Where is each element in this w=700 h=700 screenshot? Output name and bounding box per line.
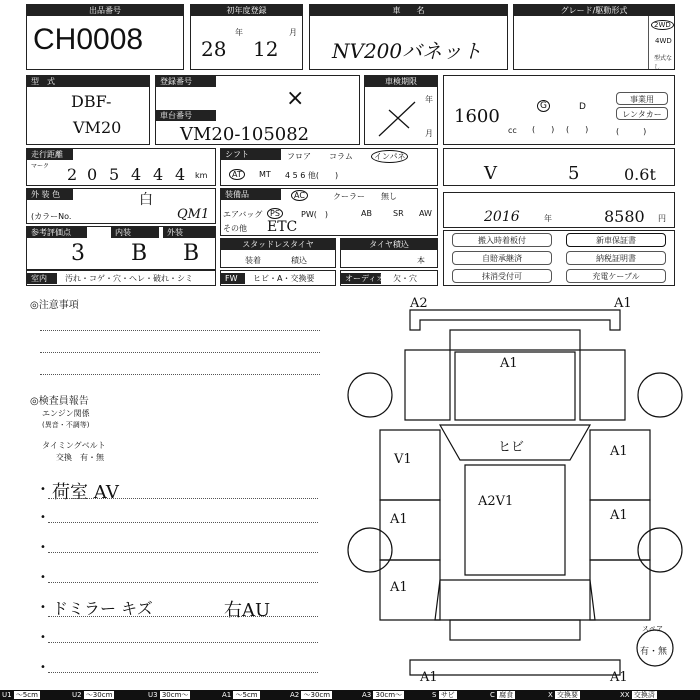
scores-box bbox=[26, 226, 216, 270]
report-line bbox=[48, 498, 318, 499]
color-label: 外 装 色 bbox=[27, 189, 73, 200]
wheel-right-front bbox=[638, 373, 682, 417]
inspection-month-unit: 月 bbox=[425, 129, 433, 138]
fuel-paren-1: ( ) bbox=[532, 125, 555, 134]
right-rear-quarter bbox=[590, 560, 650, 620]
first-registration-month: 12 bbox=[253, 37, 279, 61]
shift-floor: フロア bbox=[287, 152, 311, 161]
report-bullet: • bbox=[40, 484, 46, 495]
body-box bbox=[443, 148, 675, 186]
equip-none: 無し bbox=[381, 192, 397, 201]
overall-score: 3 bbox=[71, 241, 85, 266]
mileage-digit: 4 bbox=[175, 165, 186, 184]
equip-sr: SR bbox=[393, 209, 404, 218]
car-name-value: NV200バネット bbox=[332, 39, 483, 63]
equip-aw: AW bbox=[419, 209, 432, 218]
mileage-label: 走行距離 bbox=[27, 149, 73, 160]
grade-box bbox=[513, 4, 675, 70]
inspection-label: 車検期限 bbox=[365, 76, 437, 87]
interior-score: B bbox=[131, 241, 148, 266]
left-rear-door bbox=[380, 500, 440, 560]
front-bumper bbox=[410, 310, 620, 330]
doors-value: 5 bbox=[568, 163, 580, 184]
damage-mark: A1 bbox=[390, 512, 408, 527]
engine-sub: (異音・不調等) bbox=[42, 421, 90, 429]
report-line bbox=[48, 552, 318, 553]
audio-label: オーディオ bbox=[341, 273, 381, 284]
car-name-box bbox=[309, 4, 508, 70]
legend-item: XX 交換済 bbox=[620, 691, 655, 699]
report-line-5: ドミラー キズ bbox=[52, 599, 153, 618]
shift-at: AT bbox=[229, 169, 245, 180]
mileage-digit: 2 bbox=[67, 165, 78, 184]
body-shape-value: V bbox=[484, 163, 497, 184]
report-bullet: • bbox=[40, 572, 46, 583]
max-load-label: 最大積載量 bbox=[614, 150, 654, 159]
doc-charge-cable: 充電ケーブル bbox=[566, 269, 666, 283]
fuel-paren-2: ( ) bbox=[566, 125, 589, 134]
equip-ab: AB bbox=[361, 209, 372, 218]
interior-score-label: 内装 bbox=[111, 227, 159, 238]
drive-2wd: 2WD bbox=[651, 20, 674, 30]
equip-other-value: ETC bbox=[267, 219, 298, 235]
legend-item: U1 ～5cm bbox=[2, 691, 38, 699]
remarks-line bbox=[40, 330, 320, 331]
damage-mark: A1 bbox=[610, 508, 628, 523]
fw-options: ヒビ・A・交換要 bbox=[253, 274, 315, 283]
damage-mark: A1 bbox=[610, 670, 628, 685]
mileage-digit: 0 bbox=[87, 165, 98, 184]
report-line bbox=[48, 642, 318, 643]
rear-bar bbox=[410, 660, 620, 675]
drive-other: 型式なし bbox=[654, 55, 673, 71]
tire-label: タイヤ積込 bbox=[341, 239, 437, 250]
equip-cooler: クーラー bbox=[333, 192, 365, 201]
damage-mark: A1 bbox=[420, 670, 438, 685]
damage-mark: A1 bbox=[614, 296, 632, 311]
studless-mounted: 装着 bbox=[245, 256, 261, 265]
mileage-digit: 5 bbox=[109, 165, 120, 184]
timing-belt-options: 交換 有・無 bbox=[56, 453, 104, 462]
seatbelt-box bbox=[443, 192, 675, 228]
history-other: ( ) bbox=[616, 127, 647, 136]
recycle-value: 8580 bbox=[604, 207, 645, 226]
room-label: 室内 bbox=[27, 273, 57, 284]
room-options: 汚れ・コゲ・穴・ヘレ・破れ・シミ bbox=[65, 274, 193, 283]
first-registration-label: 初年度登録 bbox=[191, 5, 302, 16]
grade-divider bbox=[648, 16, 649, 69]
wheel-left-front bbox=[348, 373, 392, 417]
displacement-unit: cc bbox=[508, 126, 517, 135]
exterior-score: B bbox=[183, 241, 200, 266]
model-value-line2: VM20 bbox=[73, 118, 122, 137]
timing-belt-label: タイミングベルト bbox=[42, 441, 106, 450]
documents-box bbox=[443, 230, 675, 286]
roof-outline bbox=[450, 330, 580, 350]
legend-item: U2 ～30cm bbox=[72, 691, 113, 699]
studless-label: スタッドレスタイヤ bbox=[221, 239, 335, 250]
recycle-label: リサイクル預託金 bbox=[584, 194, 647, 203]
left-side-outline bbox=[405, 350, 450, 420]
first-registration-month-unit: 月 bbox=[289, 28, 297, 37]
legend-item: C 腐食 bbox=[490, 691, 514, 699]
inspector-title: ◎検査員報告 bbox=[30, 396, 89, 407]
doc-tax: 納税証明書 bbox=[566, 251, 666, 265]
meter-label: マーク bbox=[31, 163, 50, 170]
right-side-outline bbox=[580, 350, 625, 420]
right-front-door bbox=[590, 430, 650, 500]
report-line-5b: 右AU bbox=[224, 600, 271, 621]
audio-options: 欠・穴 bbox=[393, 274, 417, 283]
registration-no-label: 登録番号 bbox=[156, 76, 216, 87]
remarks-line bbox=[40, 352, 320, 353]
damage-mark: ヒビ bbox=[498, 440, 525, 455]
report-bullet: • bbox=[40, 602, 46, 613]
studless-loaded: 積込 bbox=[291, 256, 307, 265]
fw-box bbox=[220, 270, 336, 286]
report-line bbox=[48, 522, 318, 523]
model-value-line1: DBF- bbox=[71, 92, 112, 111]
chassis-no-label: 車台番号 bbox=[156, 110, 216, 121]
report-bullet: • bbox=[40, 512, 46, 523]
engine-label: エンジン関係 bbox=[42, 409, 90, 418]
remarks-line bbox=[40, 374, 320, 375]
damage-mark: V1 bbox=[394, 452, 412, 467]
doc-plate: 搬入時着板付 bbox=[452, 233, 552, 247]
history-business: 事業用 bbox=[616, 92, 668, 105]
doc-new-car-warranty: 新車保証書 bbox=[566, 233, 666, 247]
equipment-box bbox=[220, 188, 438, 236]
report-line bbox=[48, 616, 318, 617]
shift-mt: MT bbox=[259, 170, 271, 179]
tire-unit: 本 bbox=[417, 256, 425, 265]
report-line-1: 荷室 AV bbox=[52, 482, 119, 503]
report-line bbox=[48, 582, 318, 583]
report-bullet: • bbox=[40, 632, 46, 643]
seatbelt-unit: 年 bbox=[544, 214, 552, 223]
history-rental: レンタカー bbox=[616, 107, 668, 120]
damage-mark: A1 bbox=[390, 580, 408, 595]
doors-label: ドア数 bbox=[554, 150, 578, 159]
report-line bbox=[48, 672, 318, 673]
mileage-digit: 4 bbox=[131, 165, 142, 184]
inspection-cross-mark bbox=[375, 96, 419, 140]
legend-item: A2 ～30cm bbox=[290, 691, 331, 699]
mileage-digit: 4 bbox=[153, 165, 164, 184]
doc-deregistration: 抹消受付可 bbox=[452, 269, 552, 283]
damage-mark: A2V1 bbox=[478, 494, 514, 509]
remarks-title: ◎注意事項 bbox=[30, 300, 79, 311]
specs-box bbox=[443, 75, 675, 145]
inspection-year-unit: 年 bbox=[425, 95, 433, 104]
fuel-d: D bbox=[579, 102, 586, 112]
history-label: 車 歴 bbox=[614, 77, 646, 86]
wheel-right-rear bbox=[638, 528, 682, 572]
equip-pw: PW( ) bbox=[301, 210, 328, 219]
audio-box bbox=[340, 270, 438, 286]
lot-number-box bbox=[26, 4, 184, 70]
equip-airbag: エアバッグ bbox=[223, 210, 263, 219]
model-label: 型 式 bbox=[27, 76, 149, 87]
rear-bumper bbox=[450, 620, 580, 640]
color-value: 白 bbox=[139, 192, 153, 208]
equipment-label: 装備品 bbox=[221, 189, 281, 200]
fw-label: FW bbox=[221, 273, 245, 284]
spare-value: 有・無 bbox=[640, 647, 668, 657]
fuel-label: 燃 料 bbox=[544, 77, 576, 86]
report-bullet: • bbox=[40, 542, 46, 553]
damage-mark: A2 bbox=[410, 296, 428, 311]
color-code-label: (カラーNo. bbox=[31, 212, 72, 221]
doc-liability: 自賠承継済 bbox=[452, 251, 552, 265]
model-box bbox=[26, 75, 150, 145]
displacement-value: 1600 bbox=[454, 106, 500, 127]
legend-item: S サビ bbox=[432, 691, 455, 699]
fuel-g: G bbox=[537, 100, 550, 112]
mileage-unit: km bbox=[195, 171, 208, 180]
displacement-label: 排 気 量 bbox=[464, 77, 504, 86]
seatbelt-value: 2016 bbox=[484, 209, 520, 225]
color-box bbox=[26, 188, 216, 224]
lot-number-label: 出品番号 bbox=[27, 5, 183, 16]
chassis-no-value: VM20-105082 bbox=[180, 124, 310, 145]
overall-score-label: 参考評価点 bbox=[27, 227, 87, 238]
registration-no-value: × bbox=[286, 86, 305, 111]
inspection-box bbox=[364, 75, 438, 145]
damage-mark: A1 bbox=[610, 444, 628, 459]
studless-box bbox=[220, 238, 336, 268]
drive-4wd: 4WD bbox=[655, 37, 672, 45]
left-rear-quarter bbox=[380, 560, 440, 620]
grade-label: グレード/駆動形式 bbox=[514, 5, 674, 16]
room-box bbox=[26, 270, 216, 286]
shift-label: シフト bbox=[221, 149, 281, 160]
recycle-unit: 円 bbox=[658, 214, 666, 223]
equip-ac: AC bbox=[291, 190, 308, 201]
shift-box bbox=[220, 148, 438, 186]
seatbelt-label: シートベルト年 bbox=[474, 194, 530, 203]
registration-box bbox=[155, 75, 360, 145]
report-bullet: • bbox=[40, 662, 46, 673]
exterior-score-label: 外装 bbox=[163, 227, 215, 238]
legend-item: A1 ～5cm bbox=[222, 691, 258, 699]
shift-inpane: インパネ bbox=[371, 150, 408, 163]
damage-mark: A1 bbox=[500, 356, 518, 371]
rear-window bbox=[435, 580, 595, 620]
first-registration-year-unit: 年 bbox=[235, 28, 243, 37]
legend-item: U3 30cm～ bbox=[148, 691, 189, 699]
wheel-left-rear bbox=[348, 528, 392, 572]
mileage-box bbox=[26, 148, 216, 186]
body-shape-label: ボディ形状 bbox=[464, 150, 504, 159]
lot-number-value: CH0008 bbox=[33, 23, 144, 56]
first-registration-year: 28 bbox=[201, 37, 227, 61]
equip-ps: PS bbox=[267, 208, 283, 219]
first-registration-box bbox=[190, 4, 303, 70]
max-load-value: 0.6t bbox=[624, 165, 656, 184]
legend-item: A3 30cm～ bbox=[362, 691, 403, 699]
spare-label: スペア bbox=[642, 625, 663, 633]
shift-column: コラム bbox=[329, 152, 353, 161]
equip-other-label: その他 bbox=[223, 224, 247, 233]
tire-box bbox=[340, 238, 438, 268]
shift-nums: 4 5 6 他( ) bbox=[285, 171, 339, 180]
legend-item: X 交換要 bbox=[548, 691, 579, 699]
car-name-label: 車 名 bbox=[310, 5, 507, 16]
color-code-value: QM1 bbox=[177, 207, 210, 222]
hood-center bbox=[465, 465, 565, 575]
